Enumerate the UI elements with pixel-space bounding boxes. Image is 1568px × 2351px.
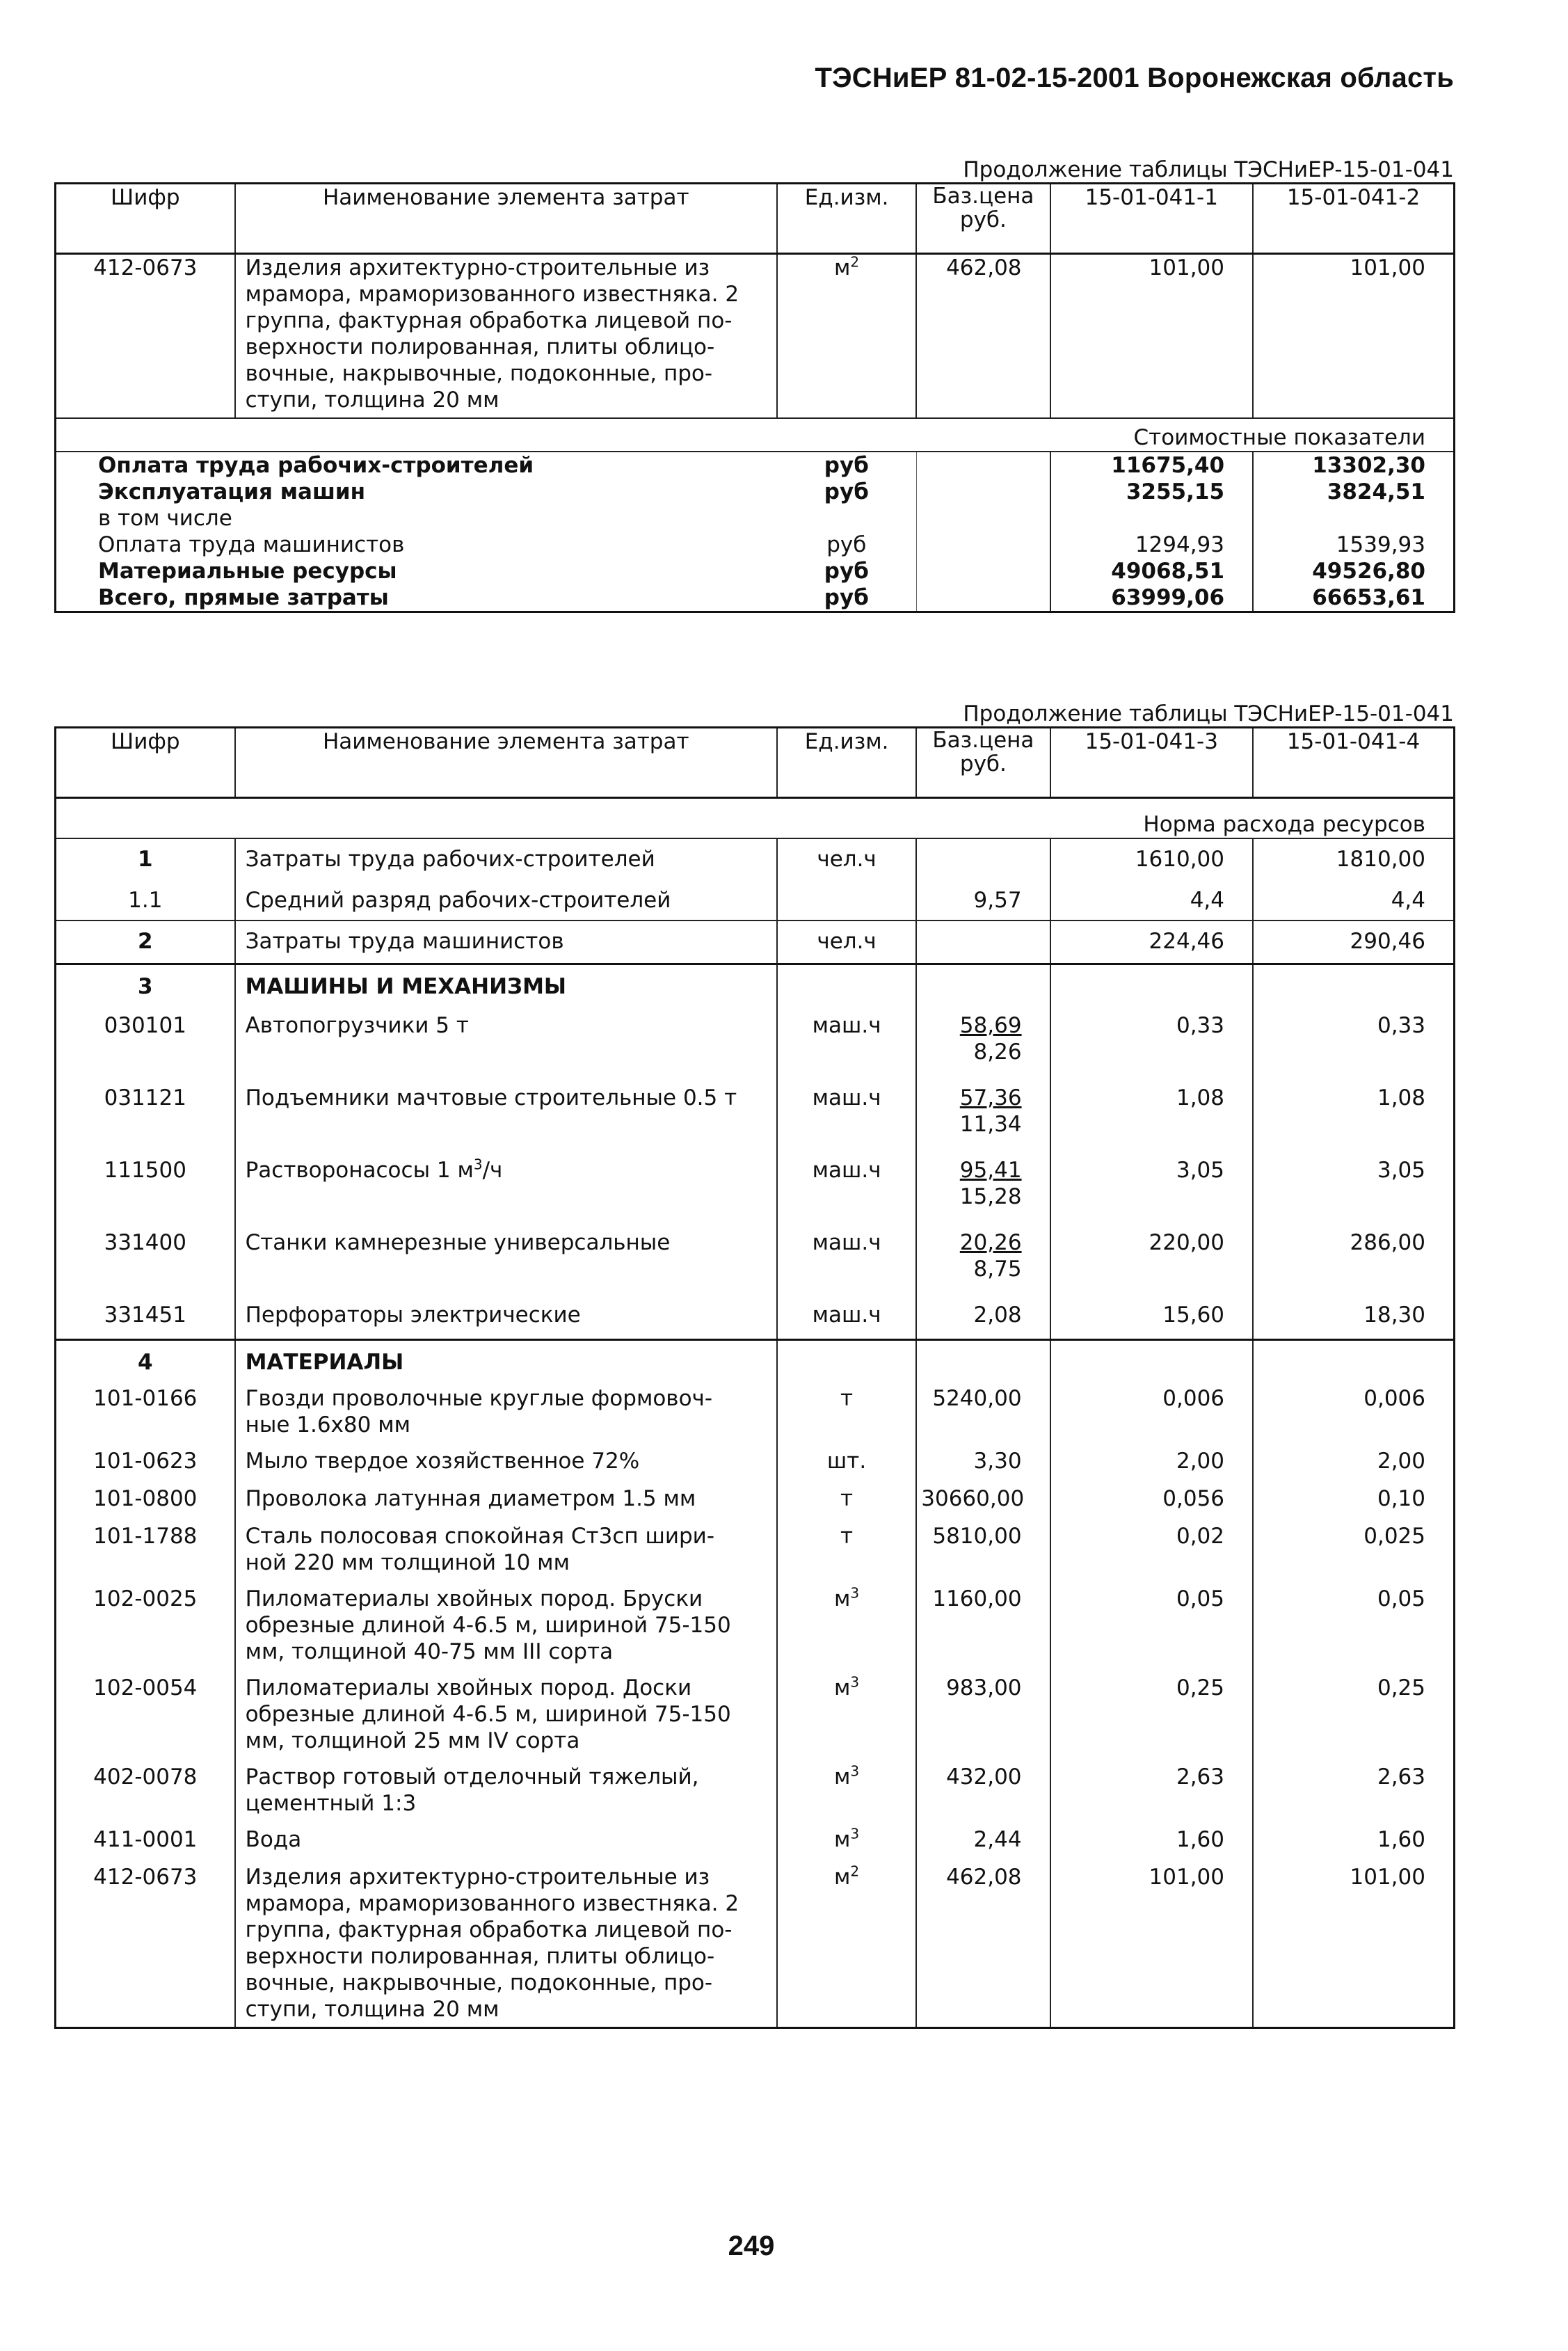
row-value-2: 286,00 (1253, 1224, 1454, 1296)
row-name-line: группа, фактурная обработка лицевой по- (245, 1918, 733, 1943)
price-value-machinist: 11,34 (959, 1112, 1022, 1137)
row-value-1: 3,05 (1050, 1151, 1253, 1224)
row-name-line: цементный 1:3 (245, 1791, 417, 1816)
row-price (916, 921, 1050, 964)
table-row (56, 1007, 1455, 1079)
row-value-1: 0,056 (1050, 1483, 1253, 1520)
row-name: Средний разряд рабочих-строителей (235, 880, 777, 921)
row-name: Подъемники мачтовые строительные 0.5 т (235, 1079, 777, 1151)
row-price: 462,08 (916, 254, 1050, 419)
row-code: 111500 (104, 1158, 186, 1183)
row-value-1: 1,60 (1050, 1824, 1253, 1861)
row-name-line: обрезные длиной 4-6.5 м, шириной 75-150 (245, 1702, 731, 1727)
table-row (56, 1296, 1455, 1339)
table-row (56, 1224, 1455, 1296)
row-name-line: Проволока латунная диаметром 1.5 мм (245, 1486, 696, 1511)
row-price (916, 1007, 1050, 1079)
table-row (56, 1672, 1455, 1761)
row-value-2: 4,4 (1253, 880, 1454, 921)
unit-superscript: 2 (850, 1863, 860, 1880)
row-name-line: Сталь полосовая спокойная Ст3сп шири- (245, 1524, 715, 1549)
row-code: 101-0623 (93, 1449, 198, 1474)
row-unit (777, 1672, 916, 1761)
table1-caption: Продолжение таблицы ТЭСНиЕР-15-01-041 (963, 157, 1454, 182)
cost-row (56, 479, 1455, 505)
cost-price (916, 532, 1050, 558)
row-value-2: 0,33 (1253, 1007, 1454, 1079)
row-code: 402-0078 (93, 1764, 198, 1790)
cost-unit: руб (824, 453, 869, 478)
row-price: 2,08 (916, 1296, 1050, 1339)
col-header-norm-2: 15-01-041-2 (1253, 184, 1454, 254)
price-value-machinist: 8,75 (973, 1257, 1022, 1282)
row-value-2: 3,05 (1253, 1151, 1454, 1224)
col-header-name: Наименование элемента затрат (235, 728, 777, 798)
row-name-line: Изделия архитектурно-строительные из (245, 1865, 710, 1890)
cost-price (916, 479, 1050, 505)
row-name-line: Вода (245, 1827, 302, 1852)
col-header-norm-3: 15-01-041-3 (1050, 728, 1253, 798)
row-code: 031121 (104, 1085, 186, 1110)
table2-caption: Продолжение таблицы ТЭСНиЕР-15-01-041 (963, 701, 1454, 726)
row-value-2: 1,60 (1253, 1824, 1454, 1861)
cost-price (916, 452, 1050, 479)
row-unit (777, 1483, 916, 1520)
row-name-line: ные 1.6x80 мм (245, 1412, 410, 1437)
group-code: 4 (138, 1349, 153, 1375)
row-value-1: 2,00 (1050, 1445, 1253, 1483)
row-name-line: Мыло твердое хозяйственное 72% (245, 1449, 640, 1474)
row-code: 1.1 (128, 888, 163, 913)
row-code: 412-0673 (93, 255, 198, 280)
cost-label: Всего, прямые затраты (98, 585, 389, 610)
row-name-line: мм, толщиной 40-75 мм III сорта (245, 1639, 614, 1664)
price-value-machinist: 15,28 (959, 1184, 1022, 1209)
row-code: 411-0001 (93, 1827, 198, 1852)
cost-row (56, 584, 1455, 612)
row-name: Станки камнерезные универсальные (235, 1224, 777, 1296)
unit-superscript: 3 (850, 1825, 860, 1842)
row-name-line: Пиломатериалы хвойных пород. Доски (245, 1675, 692, 1700)
cost-label: Оплата труда рабочих-строителей (98, 453, 534, 478)
table-row (56, 880, 1455, 921)
row-name-line: вочные, накрывочные, подоконные, про- (245, 361, 713, 386)
table2 (54, 726, 1455, 2029)
row-price: 9,57 (916, 880, 1050, 921)
cost-value-2: 1539,93 (1253, 532, 1454, 558)
cost-price (916, 558, 1050, 584)
row-value-1: 220,00 (1050, 1224, 1253, 1296)
cost-value-1: 11675,40 (1050, 452, 1253, 479)
row-code: 331451 (104, 1302, 186, 1328)
row-name (235, 1445, 777, 1483)
col-header-price (916, 184, 1050, 254)
group-code: 3 (138, 973, 153, 999)
cost-unit (777, 505, 916, 532)
unit-text: м (834, 255, 851, 280)
table-row (56, 1151, 1455, 1224)
row-value-1: 0,25 (1050, 1672, 1253, 1761)
page-number: 249 (728, 2231, 775, 2261)
cost-row (56, 532, 1455, 558)
row-value-2: 18,30 (1253, 1296, 1454, 1339)
row-price (916, 1224, 1050, 1296)
document-header: ТЭСНиЕР 81-02-15-2001 Воронежская область (815, 63, 1454, 93)
group-title: МАШИНЫ И МЕХАНИЗМЫ (235, 964, 777, 1007)
col-header-code: Шифр (111, 185, 180, 210)
col-header-code: Шифр (111, 729, 180, 754)
row-name-line: Раствор готовый отделочный тяжелый, (245, 1764, 699, 1790)
row-unit: маш.ч (777, 1079, 916, 1151)
cost-unit: руб (824, 585, 869, 610)
price-value: 20,26 (959, 1230, 1022, 1255)
cost-value-1: 1294,93 (1050, 532, 1253, 558)
row-value-1: 101,00 (1050, 1861, 1253, 2028)
row-name-line: мм, толщиной 25 мм IV сорта (245, 1728, 580, 1753)
row-price: 5240,00 (916, 1382, 1050, 1445)
cost-row (56, 452, 1455, 479)
unit-superscript: 3 (850, 1584, 860, 1602)
row-value-2: 101,00 (1253, 254, 1454, 419)
row-unit (777, 1761, 916, 1824)
row-value-1: 224,46 (1050, 921, 1253, 964)
row-value-2: 2,63 (1253, 1761, 1454, 1824)
row-name-line: Изделия архитектурно-строительные из (245, 255, 710, 280)
price-value: 58,69 (959, 1013, 1022, 1038)
row-price: 3,30 (916, 1445, 1050, 1483)
row-value-1: 0,33 (1050, 1007, 1253, 1079)
row-value-2: 0,006 (1253, 1382, 1454, 1445)
cost-value-2 (1253, 505, 1454, 532)
row-value-1: 0,006 (1050, 1382, 1253, 1445)
row-name-line: мрамора, мраморизованного известняка. 2 (245, 1891, 739, 1916)
col-header-norm-4: 15-01-041-4 (1253, 728, 1454, 798)
table2-header-row (56, 728, 1455, 798)
unit-superscript: 3 (850, 1762, 860, 1780)
cost-value-1: 49068,51 (1050, 558, 1253, 584)
row-name (235, 1382, 777, 1445)
row-name-text: Растворонасосы 1 м (245, 1158, 474, 1183)
unit-superscript: 2 (850, 253, 860, 271)
unit-text: т (840, 1486, 854, 1511)
row-code: 101-0800 (93, 1486, 198, 1511)
cost-label: Эксплуатация машин (98, 479, 366, 504)
row-value-1: 1610,00 (1050, 838, 1253, 880)
col-header-name: Наименование элемента затрат (235, 184, 777, 254)
row-name (235, 1824, 777, 1861)
unit-text: м (834, 1675, 851, 1700)
cost-value-2: 66653,61 (1253, 584, 1454, 612)
row-code: 412-0673 (93, 1865, 198, 1890)
row-price (916, 1151, 1050, 1224)
row-value-1: 0,05 (1050, 1583, 1253, 1672)
row-code: 101-0166 (93, 1386, 198, 1411)
row-value-2: 0,25 (1253, 1672, 1454, 1761)
table-row (56, 1382, 1455, 1445)
section-title: Норма расхода ресурсов (1143, 812, 1425, 837)
row-value-2: 1810,00 (1253, 838, 1454, 880)
row-value-1: 4,4 (1050, 880, 1253, 921)
table-row (56, 1761, 1455, 1824)
cost-value-1: 3255,15 (1050, 479, 1253, 505)
cost-label: Оплата труда машинистов (98, 532, 405, 557)
row-unit: маш.ч (777, 1296, 916, 1339)
price-value-machinist: 8,26 (973, 1039, 1022, 1065)
row-price: 30660,00 (916, 1483, 1050, 1520)
row-price: 5810,00 (916, 1520, 1050, 1583)
row-name (235, 1672, 777, 1761)
cost-price (916, 505, 1050, 532)
row-code: 331400 (104, 1230, 186, 1255)
row-name (235, 254, 777, 419)
unit-text: шт. (826, 1449, 867, 1474)
row-name (235, 1583, 777, 1672)
cost-label: в том числе (98, 506, 232, 531)
table-row (56, 1861, 1455, 2028)
row-name: Автопогрузчики 5 т (235, 1007, 777, 1079)
row-value-1: 2,63 (1050, 1761, 1253, 1824)
col-header-unit: Ед.изм. (777, 728, 916, 798)
cost-value-1 (1050, 505, 1253, 532)
cost-unit: руб (824, 559, 869, 584)
row-name (235, 1151, 777, 1224)
table-row (56, 1824, 1455, 1861)
table-row (56, 921, 1455, 964)
unit-text: м (834, 1827, 851, 1852)
row-value-1: 15,60 (1050, 1296, 1253, 1339)
cost-label: Материальные ресурсы (98, 559, 397, 584)
row-name: Затраты труда машинистов (235, 921, 777, 964)
row-price (916, 1079, 1050, 1151)
row-unit (777, 880, 916, 921)
cost-unit: руб (824, 479, 869, 504)
unit-text: т (840, 1386, 854, 1411)
row-name (235, 1761, 777, 1824)
cost-value-2: 13302,30 (1253, 452, 1454, 479)
table-row (56, 1483, 1455, 1520)
row-value-2: 0,025 (1253, 1520, 1454, 1583)
col-header-norm-1: 15-01-041-1 (1050, 184, 1253, 254)
row-value-2: 290,46 (1253, 921, 1454, 964)
row-value-1: 101,00 (1050, 254, 1253, 419)
unit-text: м (834, 1865, 851, 1890)
cost-row (56, 558, 1455, 584)
row-code: 102-0054 (93, 1675, 198, 1700)
row-price: 1160,00 (916, 1583, 1050, 1672)
row-name (235, 1861, 777, 2028)
row-value-1: 0,02 (1050, 1520, 1253, 1583)
table-row (56, 1445, 1455, 1483)
row-name: Затраты труда рабочих-строителей (235, 838, 777, 880)
section-row (56, 418, 1455, 452)
price-value: 57,36 (959, 1085, 1022, 1110)
row-value-2: 0,10 (1253, 1483, 1454, 1520)
col-header-price-line1: Баз.цена (932, 728, 1034, 753)
table-row (56, 1079, 1455, 1151)
row-name-line: верхности полированная, плиты облицо- (245, 1944, 715, 1969)
row-price: 462,08 (916, 1861, 1050, 2028)
table-row (56, 838, 1455, 880)
row-price: 983,00 (916, 1672, 1050, 1761)
row-unit (777, 1445, 916, 1483)
row-name-tail: /ч (482, 1158, 503, 1183)
cost-value-2: 3824,51 (1253, 479, 1454, 505)
row-unit: маш.ч (777, 1007, 916, 1079)
row-name-line: Пиломатериалы хвойных пород. Бруски (245, 1586, 703, 1611)
row-name-line: ступи, толщина 20 мм (245, 388, 499, 413)
row-value-2: 1,08 (1253, 1079, 1454, 1151)
section-title: Стоимостные показатели (1133, 425, 1425, 450)
row-code: 1 (138, 847, 153, 872)
row-unit (777, 1382, 916, 1445)
row-code: 2 (138, 929, 153, 954)
row-name-line: мрамора, мраморизованного известняка. 2 (245, 282, 739, 307)
table-row (56, 254, 1455, 419)
row-unit (777, 254, 916, 419)
row-code: 101-1788 (93, 1524, 198, 1549)
row-name: Перфораторы электрические (235, 1296, 777, 1339)
table1-header-row (56, 184, 1455, 254)
row-value-2: 0,05 (1253, 1583, 1454, 1672)
row-code: 030101 (104, 1013, 186, 1038)
row-unit (777, 1520, 916, 1583)
row-name-line: ступи, толщина 20 мм (245, 1997, 499, 2022)
row-name-line: группа, фактурная обработка лицевой по- (245, 308, 733, 333)
col-header-unit: Ед.изм. (777, 184, 916, 254)
cost-unit: руб (826, 532, 867, 557)
col-header-price-line2: руб. (959, 751, 1007, 776)
cost-row (56, 505, 1455, 532)
row-name (235, 1520, 777, 1583)
unit-text: м (834, 1586, 851, 1611)
row-price (916, 838, 1050, 880)
row-name-line: верхности полированная, плиты облицо- (245, 335, 715, 360)
row-price: 2,44 (916, 1824, 1050, 1861)
col-header-price (916, 728, 1050, 798)
col-header-price-line1: Баз.цена (932, 184, 1034, 209)
cost-value-1: 63999,06 (1050, 584, 1253, 612)
col-header-price-line2: руб. (959, 207, 1007, 232)
unit-superscript: 3 (850, 1673, 860, 1691)
table1 (54, 182, 1455, 613)
table-row (56, 1583, 1455, 1672)
group-header-row (56, 1339, 1455, 1382)
row-name-line: ной 220 мм толщиной 10 мм (245, 1550, 570, 1575)
row-name (235, 1483, 777, 1520)
section-row (56, 798, 1455, 839)
row-value-1: 1,08 (1050, 1079, 1253, 1151)
unit-text: т (840, 1524, 854, 1549)
cost-price (916, 584, 1050, 612)
table-row (56, 1520, 1455, 1583)
row-unit (777, 1824, 916, 1861)
row-unit: чел.ч (777, 838, 916, 880)
group-title: МАТЕРИАЛЫ (235, 1339, 777, 1382)
row-code: 102-0025 (93, 1586, 198, 1611)
row-unit: маш.ч (777, 1224, 916, 1296)
row-name-line: вочные, накрывочные, подоконные, про- (245, 1970, 713, 1995)
row-value-2: 2,00 (1253, 1445, 1454, 1483)
row-unit: маш.ч (777, 1151, 916, 1224)
name-superscript: 3 (473, 1156, 483, 1173)
cost-value-2: 49526,80 (1253, 558, 1454, 584)
price-value: 95,41 (959, 1158, 1022, 1183)
row-name-line: обрезные длиной 4-6.5 м, шириной 75-150 (245, 1613, 731, 1638)
row-unit (777, 1583, 916, 1672)
group-header-row (56, 964, 1455, 1007)
row-price: 432,00 (916, 1761, 1050, 1824)
unit-text: м (834, 1764, 851, 1790)
row-name-line: Гвозди проволочные круглые формовоч- (245, 1386, 713, 1411)
row-value-2: 101,00 (1253, 1861, 1454, 2028)
row-unit: чел.ч (777, 921, 916, 964)
row-unit (777, 1861, 916, 2028)
